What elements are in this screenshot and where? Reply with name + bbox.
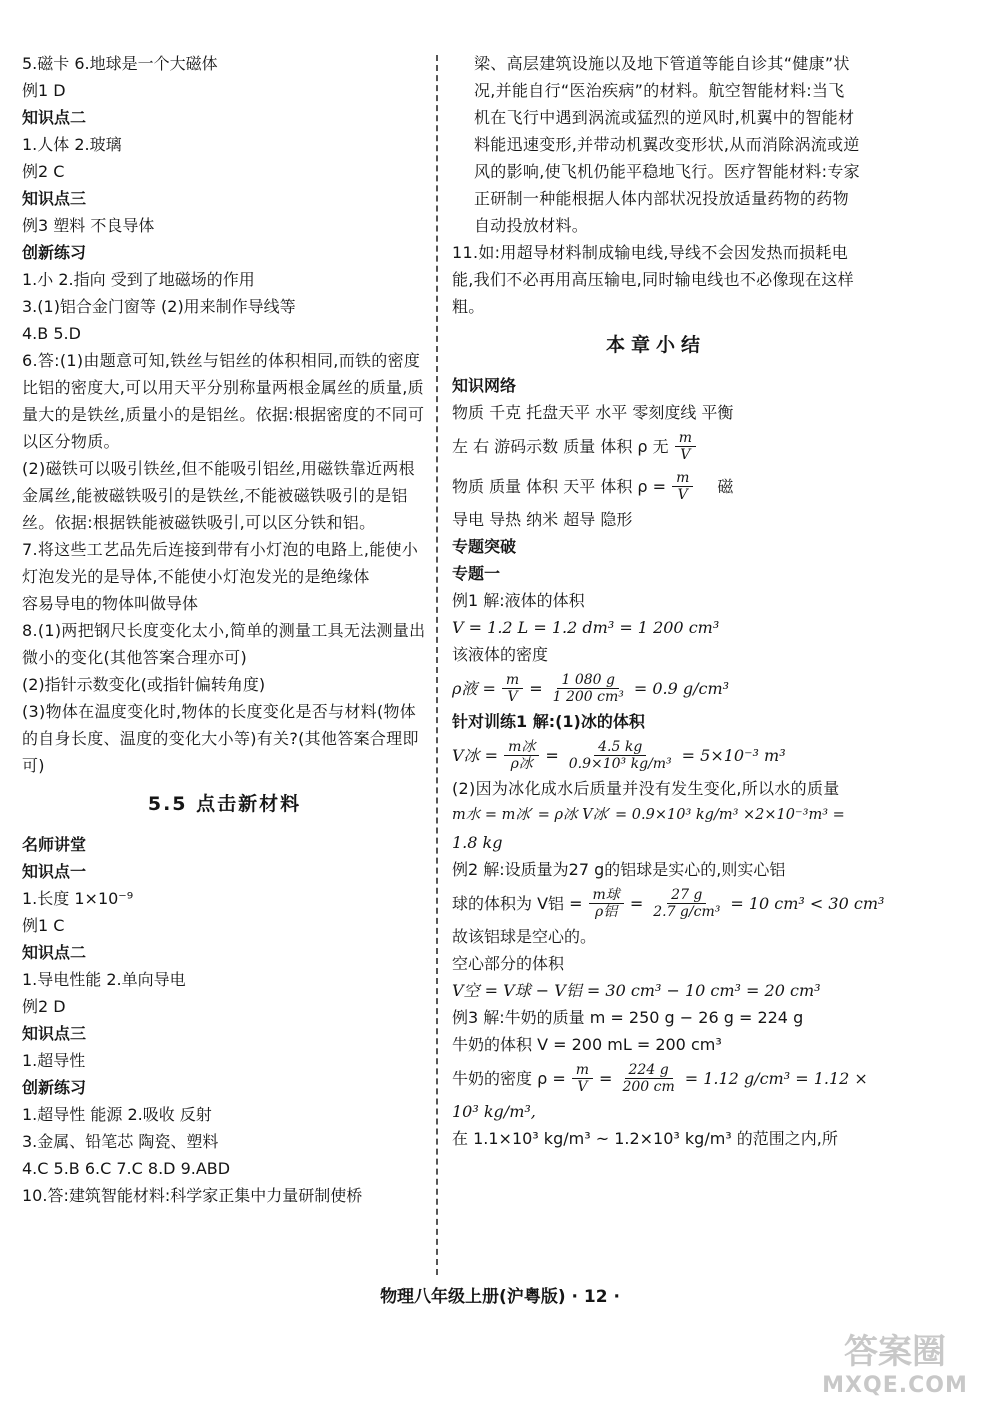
denominator: V [677, 486, 688, 503]
network-text: 磁 [717, 476, 734, 496]
answer-line: 10.答:建筑智能材料:科学家正集中力量研制使桥 [22, 1186, 363, 1205]
subheading: 知识点二 [22, 108, 87, 127]
answer-line: 容易导电的物体叫做导体 [22, 594, 199, 613]
page-footer: 物理八年级上册(沪粤版) · 12 · [380, 1287, 620, 1307]
solution-line: 故该铝球是空心的。 [452, 927, 597, 946]
answer-paragraph: 8.(1)两把钢尺长度变化太小,简单的测量工具无法测量出微小的变化(其他答案合理亦可) [22, 621, 426, 667]
solution-line: m水 = m冰′ = ρ冰 V冰′ = 0.9×10³ kg/m³ ×2×10⁻³m³ = [452, 807, 845, 823]
answer-line: 5.磁卡 6.地球是一个大磁体 [22, 54, 218, 73]
solution-line: 10³ kg/m³, [452, 1102, 536, 1121]
solution-line: 该液体的密度 [452, 645, 549, 664]
solution-line: 例3 解:牛奶的质量 m = 250 g − 26 g = 224 g [452, 1008, 804, 1027]
density-fraction [502, 672, 523, 705]
answer-line: 1.导电性能 2.单向导电 [22, 970, 186, 989]
equals: = [629, 893, 644, 913]
formula-line [452, 1058, 868, 1098]
formula-text: 牛奶的密度 ρ = [452, 1068, 566, 1088]
subheading: 知识点三 [22, 1024, 87, 1043]
numerator: m [672, 470, 693, 487]
answer-line: 3.(1)铝合金门窗等 (2)用来制作导线等 [22, 297, 296, 316]
answer-line: 3.金属、铅笔芯 陶瓷、塑料 [22, 1132, 219, 1151]
watermark-text: 答案圈 [844, 1332, 946, 1372]
answer-paragraph: 梁、高层建筑设施以及地下管道等能自诊其“健康”状况,并能自行“医治疾病”的材料。航空智能材料:当飞机在飞行中遇到涡流或猛烈的逆风时,机翼中的智能材料能迅速变形,并带动机翼改变形状,从而消除涡流或逆风的影响,使飞机仍能平稳地飞行。医疗智能材料:专家正研制一种能根据人体内部状况投放适量药物的药物自动投放材料。 [474, 54, 860, 235]
network-line: 物质 千克 托盘天平 水平 零刻度线 平衡 [452, 403, 734, 422]
numerator: m冰 [504, 739, 539, 756]
subheading: 知识点三 [22, 189, 87, 208]
network-text: 物质 质量 体积 天平 体积 ρ = [452, 476, 667, 496]
denominator: 1 200 cm³ [552, 688, 624, 705]
solution-line: 例1 解:液体的体积 [452, 591, 585, 610]
answer-line: 4.C 5.B 6.C 7.C 8.D 9.ABD [22, 1159, 231, 1178]
formula-result: = 0.9 g/cm³ [633, 678, 730, 698]
solution-line: 在 1.1×10³ kg/m³ ~ 1.2×10³ kg/m³ 的范围之内,所 [452, 1129, 838, 1148]
formula-line [452, 883, 885, 923]
formula-result: = 5×10⁻³ m³ [681, 745, 786, 765]
watermark-url: MXQE.COM [822, 1373, 968, 1398]
solution-line: 空心部分的体积 [452, 954, 565, 973]
formula-line [452, 668, 860, 708]
answer-line: 例3 塑料 不良导体 [22, 216, 155, 235]
right-column [452, 50, 885, 1152]
section-title: 5.5 点击新材料 [147, 793, 302, 815]
numerator: m球 [589, 887, 624, 904]
value-fraction [649, 887, 724, 920]
symbol-fraction [504, 739, 539, 772]
value-fraction [565, 739, 676, 772]
denominator: ρ铝 [595, 903, 618, 920]
answer-line: 例2 D [22, 997, 66, 1016]
answer-line: 例1 D [22, 81, 66, 100]
solution-paragraph: (2)因为冰化成水后质量并没有发生变化,所以水的质量 [452, 779, 840, 798]
equals: = [599, 1068, 613, 1088]
denominator: V [507, 688, 518, 705]
formula-line [452, 735, 860, 775]
symbol-fraction [589, 887, 624, 920]
formula-text: V冰 = [452, 745, 499, 765]
solution-line: 例2 解:设质量为27 g的铝球是实心的,则实心铝 [452, 860, 786, 879]
solution-line: 1.8 kg [452, 833, 503, 852]
answer-line: 4.B 5.D [22, 324, 81, 343]
network-line [452, 426, 860, 466]
network-text: 左 右 游码示数 质量 体积 ρ 无 [452, 436, 669, 456]
formula-text: ρ液 = [452, 678, 496, 698]
numerator: 4.5 kg [594, 739, 646, 756]
subheading: 知识点一 [22, 862, 87, 881]
formula-result: = 1.12 g/cm³ = 1.12 × [684, 1068, 868, 1088]
answer-paragraph: (2)磁铁可以吸引铁丝,但不能吸引铝丝,用磁铁靠近两根金属丝,能被磁铁吸引的是铁丝,不能被磁铁吸引的是铝丝。依据:根据铁能被磁铁吸引,可以区分铁和铝。 [22, 459, 415, 532]
subheading: 创新练习 [22, 1078, 87, 1097]
exercise-label: 针对训练1 解:(1)冰的体积 [452, 712, 645, 731]
subheading: 专题突破 [452, 537, 517, 556]
numerator: 1 080 g [557, 672, 619, 689]
answer-line: 例2 C [22, 162, 65, 181]
denominator: V [577, 1078, 588, 1095]
answer-paragraph: 11.如:用超导材料制成输电线,导线不会因发热而损耗电能,我们不必再用高压输电,同时输电线也不必像现在这样粗。 [452, 243, 854, 316]
answer-line: 1.小 2.指向 受到了地磁场的作用 [22, 270, 255, 289]
density-fraction [572, 1062, 593, 1095]
chapter-summary-title: 本章小结 [605, 334, 706, 356]
left-column [22, 50, 427, 1209]
answer-line: 1.超导性 能源 2.吸收 反射 [22, 1105, 212, 1124]
subheading: 知识网络 [452, 376, 517, 395]
numerator: m [675, 430, 696, 447]
density-fraction [675, 430, 696, 463]
answer-paragraph: 7.将这些工艺品先后连接到带有小灯泡的电路上,能使小灯泡发光的是导体,不能使小灯泡发光的是绝缘体 [22, 540, 419, 586]
denominator: 0.9×10³ kg/m³ [568, 755, 672, 772]
subheading: 知识点二 [22, 943, 87, 962]
formula-result: = 10 cm³ < 30 cm³ [730, 893, 885, 913]
denominator: 2.7 g/cm³ [653, 903, 721, 920]
equals: = [529, 678, 543, 698]
numerator: 224 g [625, 1062, 673, 1079]
denominator: V [680, 446, 691, 463]
answer-paragraph: (3)物体在温度变化时,物体的长度变化是否与材料(物体的自身长度、温度的变化大小等)有关?(其他答案合理即可) [22, 702, 419, 775]
column-divider [436, 55, 438, 1275]
subheading: 名师讲堂 [22, 835, 87, 854]
subheading: 专题一 [452, 564, 501, 583]
denominator: 200 cm [622, 1078, 675, 1095]
network-line: 导电 导热 纳米 超导 隐形 [452, 510, 633, 529]
watermark-logo [800, 1332, 990, 1405]
answer-paragraph: 6.答:(1)由题意可知,铁丝与铝丝的体积相同,而铁的密度比铝的密度大,可以用天平分别称量两根金属丝的质量,质量大的是铁丝,质量小的是铝丝。依据:根据密度的不同可以区分物质。 [22, 351, 425, 451]
formula-text: 球的体积为 V铝 = [452, 893, 583, 913]
answer-line: 1.超导性 [22, 1051, 86, 1070]
density-fraction [672, 470, 693, 503]
answer-line: 例1 C [22, 916, 65, 935]
answer-line: (2)指针示数变化(或指针偏转角度) [22, 675, 266, 694]
answer-line: 1.人体 2.玻璃 [22, 135, 122, 154]
denominator: ρ冰 [510, 755, 533, 772]
network-line [452, 466, 860, 506]
numerator: 27 g [667, 887, 706, 904]
solution-line [452, 708, 860, 735]
equals: = [545, 745, 559, 765]
numerator: m [572, 1062, 593, 1079]
subheading: 创新练习 [22, 243, 87, 262]
value-fraction [618, 1062, 678, 1095]
value-fraction [549, 672, 628, 705]
answer-line: 1.长度 1×10⁻⁹ [22, 889, 134, 908]
solution-line: V = 1.2 L = 1.2 dm³ = 1 200 cm³ [452, 618, 720, 637]
solution-line: 牛奶的体积 V = 200 mL = 200 cm³ [452, 1035, 722, 1054]
solution-line: V空 = V球 − V铝 = 30 cm³ − 10 cm³ = 20 cm³ [452, 981, 821, 1000]
numerator: m [502, 672, 523, 689]
